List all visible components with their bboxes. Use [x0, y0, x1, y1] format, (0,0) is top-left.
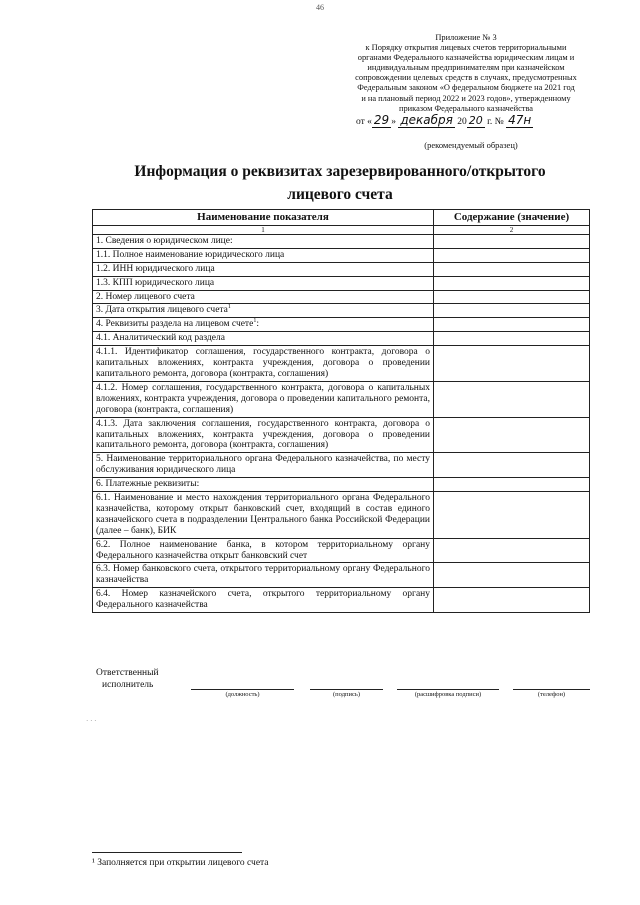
- value-cell[interactable]: [434, 563, 590, 588]
- table-row: [93, 417, 590, 453]
- indicator-name: 2. Номер лицевого счета: [93, 290, 434, 304]
- column-header-indicator: Наименование показателя: [93, 210, 434, 226]
- table-header-row: [93, 210, 590, 226]
- value-cell[interactable]: [434, 453, 590, 478]
- value-cell[interactable]: [434, 234, 590, 248]
- appendix-line: сопровождении целевых средств в случаях, предусмотренных: [355, 73, 577, 83]
- column-number-row: [93, 225, 590, 234]
- order-year-prefix: 20: [457, 117, 467, 127]
- order-date-number: [356, 113, 576, 127]
- appendix-line: к Порядку открытия лицевых счетов территориальными: [365, 43, 567, 53]
- value-cell[interactable]: [434, 248, 590, 262]
- indicator-name: [93, 304, 434, 318]
- document-title: [90, 160, 590, 206]
- indicator-name: 1.3. КПП юридического лица: [93, 276, 434, 290]
- column-number: 1: [93, 225, 434, 234]
- responsible-line: Ответственный: [96, 668, 159, 678]
- appendix-line: индивидуальным предпринимателям при казначейском: [367, 63, 565, 73]
- indicator-name: 6.4. Номер казначейского счета, открытого территориальному органу Федерального казначейства: [93, 588, 434, 613]
- page-number: 46: [316, 3, 324, 12]
- responsible-line: исполнитель: [102, 680, 154, 690]
- table-row: [93, 290, 590, 304]
- value-cell[interactable]: [434, 478, 590, 492]
- signature-field-position[interactable]: (должность): [191, 689, 294, 698]
- table-row: [93, 346, 590, 382]
- value-cell[interactable]: [434, 304, 590, 318]
- table-row: [93, 478, 590, 492]
- footnote-divider: [92, 852, 242, 853]
- indicator-name: 6. Платежные реквизиты:: [93, 478, 434, 492]
- column-number: 2: [434, 225, 590, 234]
- indicator-text: 3. Дата открытия лицевого счета: [96, 305, 228, 316]
- table-row: [93, 381, 590, 417]
- value-cell[interactable]: [434, 381, 590, 417]
- appendix-line: Приложение № 3: [435, 33, 497, 42]
- responsible-executor-label: [96, 667, 176, 691]
- table-row: [93, 262, 590, 276]
- indicator-name: 4.1.1. Идентификатор соглашения, государственного контракта, договора о капитальных вложениях, контракта учреждения, договора о проведении капитального ремонта, договора (контракта, соглашения): [93, 346, 434, 382]
- value-cell[interactable]: [434, 492, 590, 539]
- value-cell[interactable]: [434, 276, 590, 290]
- indicator-name: 6.2. Полное наименование банка, в котором территориальному органу Федерального казначейства открыт банковский счет: [93, 538, 434, 563]
- table-row: [93, 563, 590, 588]
- title-line: Информация о реквизитах зарезервированного/открытого: [134, 163, 546, 180]
- order-year: 20: [468, 114, 483, 127]
- appendix-line: и на плановый период 2022 и 2023 годов», утвержденному: [361, 93, 571, 103]
- order-number: 47н: [508, 113, 532, 127]
- value-cell[interactable]: [434, 588, 590, 613]
- indicator-name: 4.1.2. Номер соглашения, государственного контракта, договора о капитальных вложениях, контракта учреждения, договора о проведении капитального ремонта, договора (контракта, соглашения): [93, 381, 434, 417]
- column-header-value: Содержание (значение): [434, 210, 590, 226]
- footnote-mark: 1: [227, 304, 231, 311]
- value-cell[interactable]: [434, 262, 590, 276]
- indicator-name: 4.1. Аналитический код раздела: [93, 332, 434, 346]
- table-row: [93, 588, 590, 613]
- signature-field-signature[interactable]: (подпись): [310, 689, 383, 698]
- value-cell[interactable]: [434, 318, 590, 332]
- table-row: [93, 248, 590, 262]
- value-cell[interactable]: [434, 538, 590, 563]
- order-prefix: от «: [356, 117, 372, 127]
- value-cell[interactable]: [434, 332, 590, 346]
- indicator-text: 4. Реквизиты раздела на лицевом счете: [96, 319, 254, 330]
- table-row: [93, 538, 590, 563]
- indicator-name: 6.3. Номер банковского счета, открытого территориальному органу Федерального казначейства: [93, 563, 434, 588]
- indicator-name: 1. Сведения о юридическом лице:: [93, 234, 434, 248]
- indicator-name: 6.1. Наименование и место нахождения территориального органа Федерального казначейства, которому открыт банковский счет, входящий в состав единого казначейского счета в подразделении Центрального банка Российской Федерации (далее – банк), БИК: [93, 492, 434, 539]
- order-number-prefix: г. №: [487, 117, 504, 127]
- value-cell[interactable]: [434, 290, 590, 304]
- requisites-table: [92, 209, 590, 613]
- appendix-header: [336, 33, 596, 114]
- order-day: 29: [373, 113, 390, 127]
- order-mid: »: [391, 117, 396, 127]
- table-row: [93, 234, 590, 248]
- value-cell[interactable]: [434, 346, 590, 382]
- signature-field-name[interactable]: (расшифровка подписи): [397, 689, 499, 698]
- order-month: декабря: [400, 113, 453, 127]
- indicator-name: 4.1.3. Дата заключения соглашения, государственного контракта, договора о капитальных вложениях, контракта учреждения, договора о проведении капитального ремонта, договора (контракта, соглашения): [93, 417, 434, 453]
- scan-specks: · · ·: [86, 717, 97, 725]
- appendix-line: Федеральным законом «О федеральном бюджете на 2021 год: [357, 83, 575, 93]
- sample-note: (рекомендуемый образец): [424, 140, 518, 150]
- appendix-line: приказом Федерального казначейства: [398, 103, 534, 113]
- indicator-name: 5. Наименование территориального органа Федерального казначейства, по месту обслуживания юридического лица: [93, 453, 434, 478]
- table-row: [93, 276, 590, 290]
- table-row: [93, 453, 590, 478]
- value-cell[interactable]: [434, 417, 590, 453]
- footnote-mark: 1: [253, 318, 257, 325]
- appendix-line: органами Федерального казначейства юридическим лицам и: [357, 53, 575, 63]
- table-row: [93, 332, 590, 346]
- signature-field-phone[interactable]: (телефон): [513, 689, 590, 698]
- table-row: [93, 304, 590, 318]
- indicator-name: 1.2. ИНН юридического лица: [93, 262, 434, 276]
- table-row: [93, 318, 590, 332]
- title-line: лицевого счета: [287, 186, 393, 203]
- table-row: [93, 492, 590, 539]
- footnote: ¹ Заполняется при открытии лицевого счета: [92, 858, 269, 868]
- indicator-name: 4. Реквизиты раздела на лицевом счете$^1$:: [93, 318, 434, 332]
- indicator-name: 1.1. Полное наименование юридического лица: [93, 248, 434, 262]
